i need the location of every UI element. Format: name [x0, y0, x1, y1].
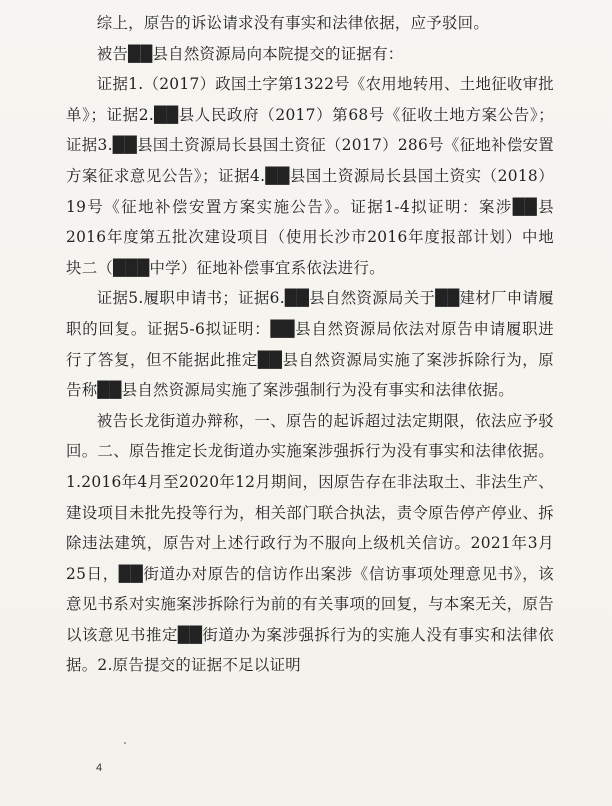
paragraph-conclusion: 综上，原告的诉讼请求没有事实和法律依据，应予驳回。: [96, 14, 490, 32]
paragraph-evidence-5-6: 证据5.履职申请书；证据6.██县自然资源局关于██建材厂申请履职的回复。证据5-6拟证明：██县自然资源局依法对原告申请履职进行了答复，但不能据此推定██县自然资源局实施了案涉拆除行为，原告称██县自然资源局实施了案涉强制行为没有事实和法律依据。: [66, 289, 554, 400]
paragraph-defendant-argument: 被告长龙街道办辩称，一、原告的起诉超过法定期限，依法应予驳回。二、原告推定长龙街道办实施案涉强拆行为没有事实和法律依据。1.2016年4月至2020年12月期间，因原告存在非法取土、非法生产、建设项目未批先投等行为，相关部门联合执法，责令原告停产停业、拆除违法建筑，原告对上述行政行为不服向上级机关信访。2021年3月25日，██街道办对原告的信访作出案涉《信访事项处理意见书》，该意见书系对实施案涉拆除行为前的有关事项的回复，与本案无关，原告以该意见书推定██街道办为案涉强拆行为的实施人没有事实和法律依据。2.原告提交的证据不足以证明: [66, 411, 554, 675]
body-text: [66, 8, 554, 681]
page-number: 4: [96, 762, 103, 774]
paragraph-evidence-intro: 被告██县自然资源局向本院提交的证据有：: [96, 44, 404, 63]
paragraph-evidence-1-4: 证据1.（2017）政国土字第1322号《农用地转用、土地征收审批单》；证据2.██县人民政府（2017）第68号《征收土地方案公告》；证据3.██县国土资源局长县国土资征（2017）286号《征地补偿安置方案征求意见公告》；证据4.██县国土资源局长县国土资实（2018）19号《征地补偿安置方案实施公告》。证据1-4拟证明：案涉██县2016年度第五批次建设项目（使用长沙市2016年度报部计划）中地块二（███中学）征地补偿事宜系依法进行。: [66, 75, 554, 277]
scan-speck: [124, 742, 126, 744]
